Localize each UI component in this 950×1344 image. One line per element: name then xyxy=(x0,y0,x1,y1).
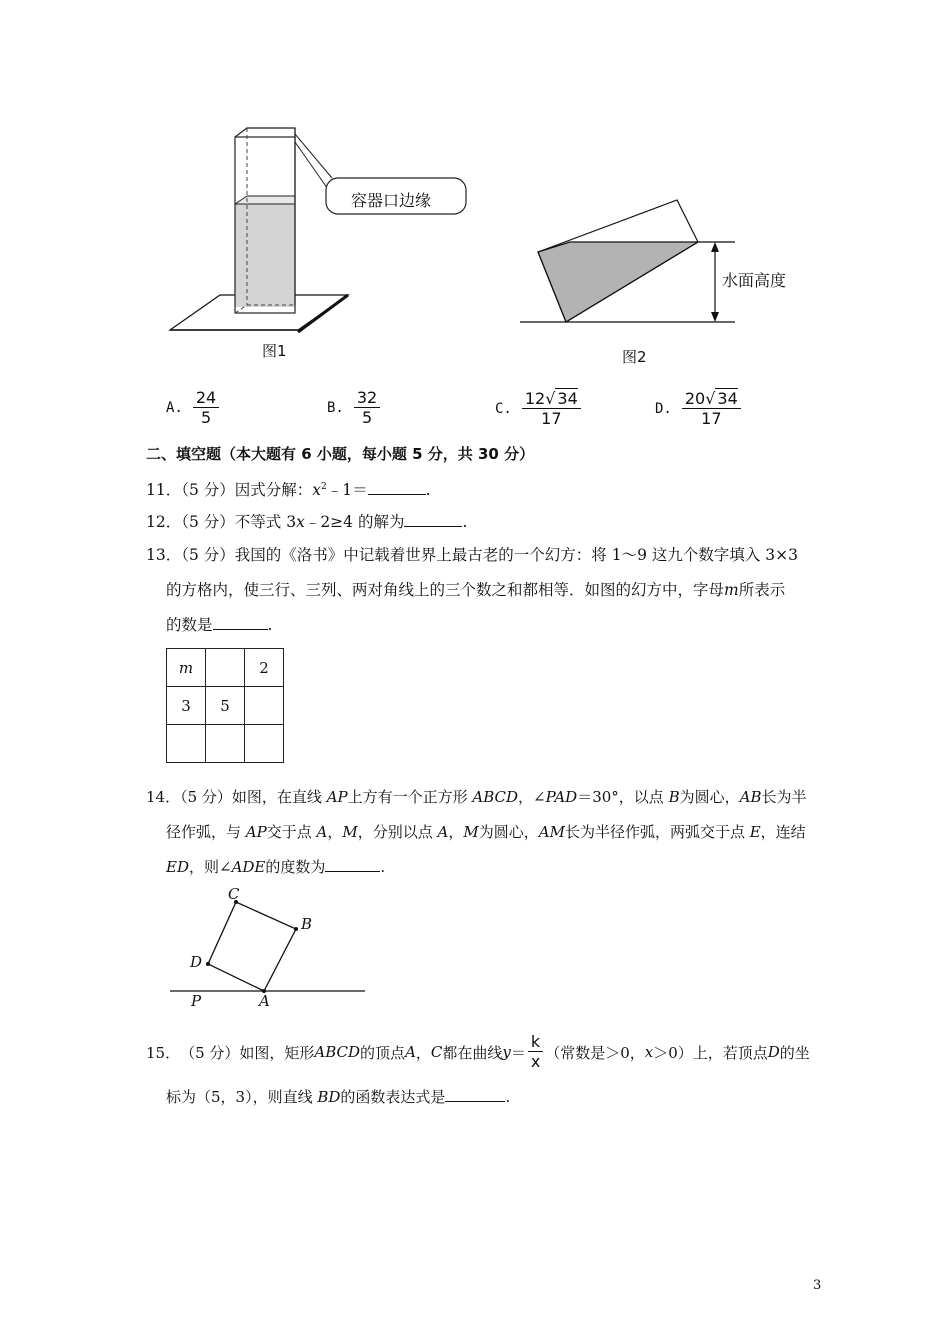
q14-fig-label-p: P xyxy=(191,992,202,1010)
option-a-denominator: 5 xyxy=(200,408,212,427)
q14-t10: ，分别以点 xyxy=(357,823,438,841)
q15-abcd: ABCD xyxy=(314,1043,361,1061)
q13-text-line-1: （5 分）我国的《洛书》中记载着世界上最古老的一个幻方：将 1～9 这九个数字填入 3×3 xyxy=(181,546,798,564)
q13-text-line-2b: 所表示 xyxy=(738,581,786,599)
option-b-fraction xyxy=(354,388,380,428)
q14-abcd: ABCD xyxy=(472,788,519,806)
q13-var-m: m xyxy=(724,581,739,599)
q14-t5: 为圆心， xyxy=(679,788,740,806)
q14-t16: 的度数为 xyxy=(265,858,326,876)
q15-number: 15． xyxy=(146,1043,181,1062)
option-c-radicand: 34 xyxy=(557,389,578,408)
q14-answer-blank[interactable] xyxy=(325,870,380,872)
option-d-numerator: 20 xyxy=(684,389,706,408)
q14-t6: 长为半 xyxy=(761,788,807,806)
magic-cell xyxy=(245,725,284,763)
question-14-line-3 xyxy=(166,856,385,877)
q14-e: E xyxy=(749,823,761,841)
magic-cell xyxy=(167,725,206,763)
q15-x: x xyxy=(644,1043,654,1061)
option-d-letter: D. xyxy=(655,400,672,417)
q15-bd: BD xyxy=(317,1088,341,1106)
q13-number: 13． xyxy=(146,546,182,564)
question-12 xyxy=(146,510,467,532)
q14-b: B xyxy=(668,788,680,806)
question-13-line-3 xyxy=(166,613,272,635)
q12-text-rest: ﹣2≥4 的解为 xyxy=(304,513,405,531)
q14-t13: 长为半径作弧，两弧交于点 xyxy=(564,823,750,841)
q14-ed: ED xyxy=(166,858,189,876)
q14-m-2: M xyxy=(463,823,479,841)
option-d xyxy=(655,388,745,429)
figure-1-label: 图1 xyxy=(262,342,287,360)
figure-2-label: 图2 xyxy=(622,348,647,366)
magic-cell xyxy=(206,725,245,763)
question-13-line-1 xyxy=(146,543,798,565)
option-c-numerator: 12 xyxy=(524,389,546,408)
q15-end: . xyxy=(505,1088,511,1106)
question-15-line-2 xyxy=(166,1086,510,1107)
q14-t7: 径作弧，与 xyxy=(166,823,246,841)
magic-cell: m xyxy=(167,649,206,687)
magic-square-table xyxy=(166,648,284,763)
figure-2-height-label: 水面高度 xyxy=(722,271,787,290)
q12-number: 12． xyxy=(146,513,182,531)
option-d-radicand: 34 xyxy=(717,389,738,408)
q14-fig-label-c: C xyxy=(228,885,240,903)
option-c-denominator: 17 xyxy=(541,409,562,428)
q14-fig-label-a: A xyxy=(259,992,270,1010)
q15-a: A xyxy=(405,1043,416,1061)
option-a-numerator: 24 xyxy=(193,388,219,408)
option-d-fraction: $\frac{20√ 34}{17}$ xyxy=(682,388,741,429)
section-2-title: 二、填空题（本大题有 6 小题，每小题 5 分，共 30 分） xyxy=(146,445,535,463)
option-b-letter: B. xyxy=(327,400,344,416)
q11-expr-rest: ﹣1＝ xyxy=(326,481,368,499)
option-b-numerator: 32 xyxy=(354,388,380,408)
q15-y: y xyxy=(502,1043,511,1061)
q14-t9: ， xyxy=(327,823,343,841)
q15-frac-num: k xyxy=(528,1032,543,1052)
q14-t14: ，连结 xyxy=(760,823,806,841)
q14-am: AM xyxy=(538,823,565,841)
q15-t2: 的顶点 xyxy=(360,1043,406,1062)
q15-fraction xyxy=(528,1032,543,1072)
q13-answer-blank[interactable] xyxy=(213,628,268,630)
q15-d: D xyxy=(767,1043,780,1061)
q14-a: A xyxy=(316,823,328,841)
figure-1-callout-text: 容器口边缘 xyxy=(351,191,432,210)
q11-exponent: 2 xyxy=(321,481,327,492)
q14-ap-2: AP xyxy=(245,823,267,841)
q14-a-2: A xyxy=(437,823,449,841)
q15-answer-blank[interactable] xyxy=(445,1100,505,1102)
q15-t8: 标为（5，3），则直线 xyxy=(166,1088,318,1106)
q14-t3: ，∠ xyxy=(518,788,546,806)
magic-square-row xyxy=(167,687,284,725)
q15-eq: ＝ xyxy=(510,1043,526,1062)
question-14-line-1 xyxy=(146,786,806,807)
q15-frac-den: x xyxy=(530,1052,541,1071)
q14-t11: ， xyxy=(448,823,464,841)
magic-square-row xyxy=(167,725,284,763)
magic-cell xyxy=(245,687,284,725)
q11-number: 11． xyxy=(146,481,182,499)
q14-t4: ＝30°，以点 xyxy=(577,788,669,806)
q15-t5: （常数是＞0， xyxy=(545,1043,645,1062)
option-a-letter: A. xyxy=(166,400,183,416)
q12-var-x: x xyxy=(296,513,305,531)
q14-fig-label-b: B xyxy=(301,915,313,933)
q15-t7: 的坐 xyxy=(779,1043,810,1062)
magic-cell xyxy=(206,649,245,687)
q14-t2: 上方有一个正方形 xyxy=(347,788,473,806)
magic-cell: 5 xyxy=(206,687,245,725)
q14-t12: 为圆心， xyxy=(478,823,539,841)
question-14-line-2 xyxy=(166,821,806,842)
q14-ade: ADE xyxy=(231,858,266,876)
question-11 xyxy=(146,478,431,500)
q11-answer-blank[interactable] xyxy=(368,493,426,495)
option-c-letter: C. xyxy=(495,400,512,417)
q15-t4: 都在曲线 xyxy=(442,1043,503,1062)
option-a-fraction xyxy=(193,388,219,428)
q12-answer-blank[interactable] xyxy=(404,525,462,527)
option-b xyxy=(327,388,384,428)
q12-end: . xyxy=(462,513,468,531)
q14-ab: AB xyxy=(739,788,762,806)
q11-var-x: x xyxy=(312,481,322,499)
q15-t6: ＞0）上，若顶点 xyxy=(653,1043,768,1062)
q14-t8: 交于点 xyxy=(266,823,317,841)
figure-2-tilted-container-diagram xyxy=(510,190,810,340)
q15-t1: （5 分）如图，矩形 xyxy=(180,1043,315,1062)
q14-t1: （5 分）如图，在直线 xyxy=(180,788,327,806)
option-b-denominator: 5 xyxy=(361,408,373,427)
q15-t3: ， xyxy=(415,1043,431,1062)
q15-t9: 的函数表达式是 xyxy=(340,1088,446,1106)
magic-cell: 2 xyxy=(245,649,284,687)
q15-c: C xyxy=(430,1043,443,1061)
option-c-fraction: $\frac{12√ 34}{17}$ xyxy=(522,388,581,429)
q14-end: . xyxy=(380,858,386,876)
q14-m: M xyxy=(342,823,358,841)
q11-text: （5 分）因式分解： xyxy=(181,481,313,499)
page-number: 3 xyxy=(813,1278,822,1293)
q14-pad: PAD xyxy=(545,788,578,806)
question-13-line-2 xyxy=(166,578,785,600)
magic-cell: 3 xyxy=(167,687,206,725)
figure-1-container-diagram xyxy=(160,120,490,370)
q12-text: （5 分）不等式 3 xyxy=(181,513,297,531)
option-c xyxy=(495,388,585,429)
option-d-denominator: 17 xyxy=(701,409,722,428)
q13-end: . xyxy=(267,616,273,634)
q14-number: 14． xyxy=(146,788,181,806)
q14-ap: AP xyxy=(326,788,348,806)
q11-end: . xyxy=(425,481,431,499)
q13-text-line-3: 的数是 xyxy=(166,616,213,634)
q14-t15: ，则∠ xyxy=(188,858,232,876)
question-15-line-1 xyxy=(146,1032,810,1072)
magic-square-row xyxy=(167,649,284,687)
q14-fig-label-d: D xyxy=(190,953,203,971)
q13-text-line-2a: 的方格内，使三行、三列、两对角线上的三个数之和都相等．如图的幻方中，字母 xyxy=(166,581,725,599)
option-a xyxy=(166,388,223,428)
